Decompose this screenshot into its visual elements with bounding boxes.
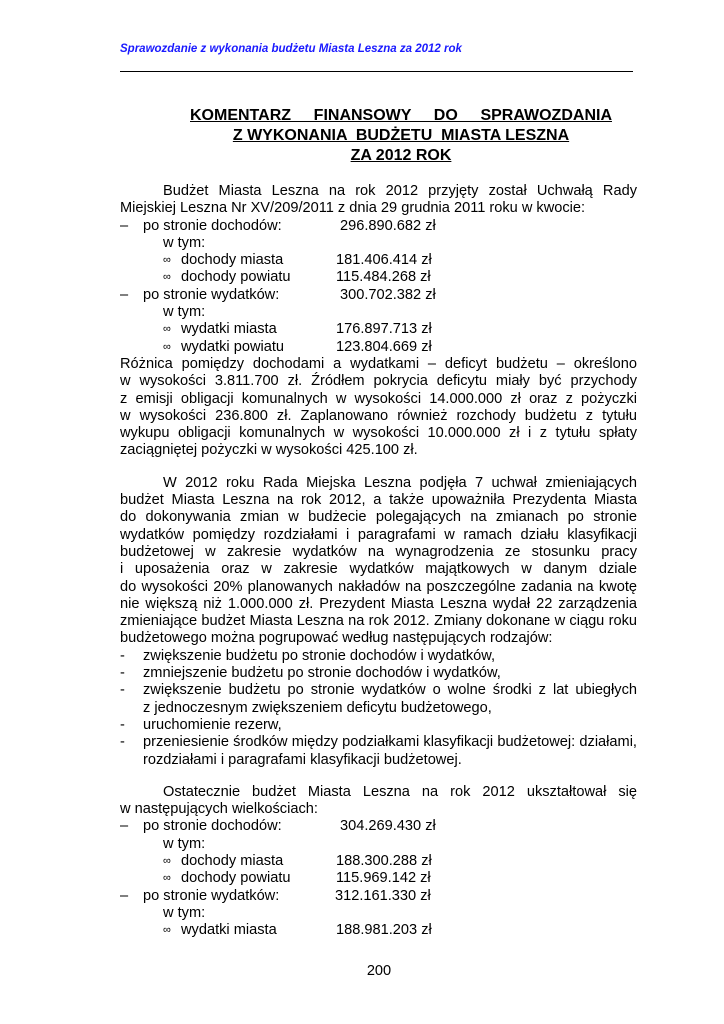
page-number: 200 — [366, 963, 392, 979]
budget-amount: 176.897.713 zł — [336, 321, 432, 338]
budget-initial-list — [120, 218, 637, 356]
text-line: i uposażenia oraz w zakresie wydatków majątkowych w danym dziale — [120, 561, 637, 578]
list-item — [120, 682, 637, 717]
budget-label: w tym: — [163, 304, 206, 321]
budget-amount: 296.890.682 zł — [340, 217, 436, 234]
budget-row — [120, 922, 637, 939]
changes-list — [120, 648, 637, 769]
title-line: KOMENTARZ FINANSOWY DO SPRAWOZDANIA — [190, 107, 612, 124]
dash-bullet: – — [120, 286, 129, 303]
budget-label: po stronie dochodów: — [143, 217, 282, 234]
budget-final-list — [120, 818, 637, 939]
budget-label: po stronie wydatków: — [143, 286, 280, 303]
budget-label: w tym: — [163, 904, 206, 921]
title-line: Z WYKONANIA BUDŻETU MIASTA LESZNA — [232, 127, 570, 144]
dash-bullet: - — [120, 682, 125, 699]
text-line: budżetowego można pogrupować według następujących rodzajów: — [120, 630, 553, 647]
budget-amount: 115.484.268 zł — [336, 269, 431, 286]
title-line: ZA 2012 ROK — [350, 147, 452, 164]
list-item — [120, 734, 637, 769]
infinity-bullet-icon: ∞ — [163, 924, 171, 937]
text-line: w wysokości 3.811.700 zł. Źródłem pokrycia deficytu miały być przychody — [120, 373, 637, 390]
text-line: zmniejszenie budżetu po stronie dochodów i wydatków, — [143, 665, 501, 682]
paragraph-final-budget — [120, 784, 637, 819]
text-line: wydatków pomiędzy rozdziałami i paragrafami w ramach działu klasyfikacji — [120, 526, 637, 543]
budget-amount: 123.804.669 zł — [336, 338, 432, 355]
text-line: wykupu obligacji komunalnych w wysokości 10.000.000 zł i z tytułu spłaty — [120, 425, 637, 442]
infinity-bullet-icon: ∞ — [163, 872, 171, 885]
text-line: zaciągniętej pożyczki w wysokości 425.100 zł. — [120, 442, 418, 459]
budget-row — [120, 304, 637, 321]
text-line: nie większą niż 1.000.000 zł. Prezydent Miasta Leszna wydał 22 zarządzenia — [120, 595, 637, 612]
dash-bullet: - — [120, 734, 125, 751]
paragraph-deficit — [120, 356, 637, 460]
budget-row — [120, 287, 637, 304]
budget-row — [120, 870, 637, 887]
text-line: w wysokości 236.800 zł. Zaplanowano również rozchody budżetu z tytułu — [120, 407, 637, 424]
budget-label: dochody miasta — [181, 252, 284, 269]
text-line: budżetowej w zakresie wydatków na wynagrodzenia ze stosunku pracy — [120, 543, 637, 560]
budget-row — [120, 235, 637, 252]
dash-bullet: – — [120, 217, 129, 234]
text-line: w następujących wielkościach: — [120, 801, 318, 818]
infinity-bullet-icon: ∞ — [163, 323, 171, 336]
budget-label: dochody powiatu — [181, 870, 291, 887]
infinity-bullet-icon: ∞ — [163, 340, 171, 353]
budget-row — [120, 321, 637, 338]
list-item — [120, 665, 637, 682]
infinity-bullet-icon: ∞ — [163, 271, 171, 284]
text-line: do dokonywania zmian w budżecie polegających na zmianach po stronie — [120, 509, 637, 526]
text-line: uruchomienie rezerw, — [143, 716, 282, 733]
budget-amount: 304.269.430 zł — [340, 818, 436, 835]
budget-label: wydatki miasta — [181, 922, 277, 939]
budget-row — [120, 218, 637, 235]
list-item — [120, 717, 637, 734]
budget-label: wydatki powiatu — [181, 338, 285, 355]
paragraph-budget-adopted — [120, 183, 637, 218]
budget-amount: 312.161.330 zł — [335, 887, 431, 904]
infinity-bullet-icon: ∞ — [163, 854, 171, 867]
dash-bullet: - — [120, 647, 125, 664]
text-line: Ostatecznie budżet Miasta Leszna na rok 2012 ukształtował się — [163, 783, 637, 800]
budget-amount: 188.300.288 zł — [336, 852, 432, 869]
text-line: z emisji obligacji komunalnych w wysokości 14.000.000 zł oraz z pożyczki — [120, 390, 637, 407]
header-rule — [120, 71, 633, 72]
text-line: do wysokości 20% planowanych nakładów na poszczególne zadania na kwotę — [120, 578, 637, 595]
budget-label: w tym: — [163, 835, 206, 852]
budget-label: dochody miasta — [181, 852, 284, 869]
text-line: przeniesienie środków między podziałkami klasyfikacji budżetowej: działami, — [143, 734, 637, 751]
dash-bullet: – — [120, 887, 129, 904]
budget-row — [120, 818, 637, 835]
budget-amount: 300.702.382 zł — [340, 286, 436, 303]
budget-label: wydatki miasta — [181, 321, 277, 338]
text-line: Miejskiej Leszna Nr XV/209/2011 z dnia 29 grudnia 2011 roku w kwocie: — [120, 200, 586, 217]
budget-label: po stronie wydatków: — [143, 887, 280, 904]
document-body — [120, 183, 637, 939]
text-line: zwiększenie budżetu po stronie dochodów i wydatków, — [143, 647, 496, 664]
text-line: rozdziałami i paragrafami klasyfikacji budżetowej. — [143, 751, 462, 768]
text-line: zmieniające budżet Miasta Leszna na rok 2012. Zmiany dokonane w ciągu roku — [120, 613, 637, 630]
list-item — [120, 648, 637, 665]
budget-label: dochody powiatu — [181, 269, 291, 286]
paragraph-changes — [120, 475, 637, 648]
budget-row — [120, 252, 637, 269]
budget-label: po stronie dochodów: — [143, 818, 282, 835]
budget-label: w tym: — [163, 234, 206, 251]
text-line: Różnica pomiędzy dochodami a wydatkami – deficyt budżetu – określono — [120, 355, 637, 372]
dash-bullet: – — [120, 818, 129, 835]
dash-bullet: - — [120, 716, 125, 733]
budget-row — [120, 853, 637, 870]
infinity-bullet-icon: ∞ — [163, 254, 171, 267]
document-title — [190, 106, 612, 166]
dash-bullet: - — [120, 665, 125, 682]
budget-row — [120, 269, 637, 286]
budget-row — [120, 339, 637, 356]
text-line: z jednoczesnym zwiększeniem deficytu budżetowego, — [143, 699, 492, 716]
budget-amount: 188.981.203 zł — [336, 922, 432, 939]
text-line: zwiększenie budżetu po stronie wydatków o wolne środki z lat ubiegłych — [143, 682, 637, 699]
text-line: W 2012 roku Rada Miejska Leszna podjęła 7 uchwał zmieniających — [163, 474, 637, 491]
running-header: Sprawozdanie z wykonania budżetu Miasta Leszna za 2012 rok — [120, 43, 462, 55]
budget-row — [120, 905, 637, 922]
budget-row — [120, 836, 637, 853]
budget-amount: 115.969.142 zł — [336, 870, 431, 887]
text-line: Budżet Miasta Leszna na rok 2012 przyjęty został Uchwałą Rady — [163, 183, 637, 199]
text-line: budżet Miasta Leszna na rok 2012, a także upoważniła Prezydenta Miasta — [120, 492, 637, 509]
budget-row — [120, 888, 637, 905]
budget-amount: 181.406.414 zł — [336, 252, 432, 269]
